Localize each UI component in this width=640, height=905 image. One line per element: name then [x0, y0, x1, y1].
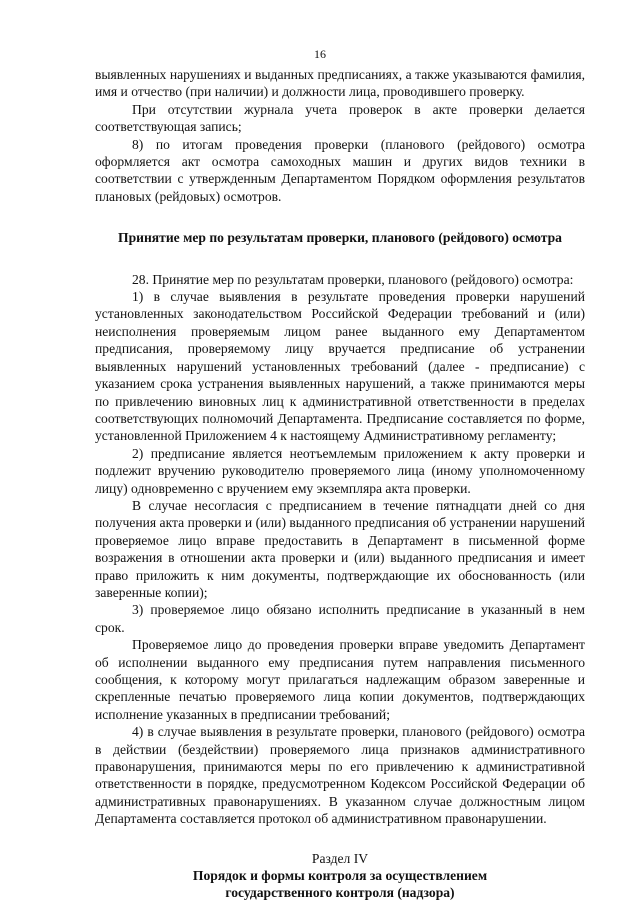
paragraph: Проверяемое лицо до проведения проверки вправе уведомить Департамент об исполнении выданного ему предписания путем направления письменного сообщения, к которому могут прилагаться надлежащим образом заверенные и скрепленные печатью проверяемого лица копии документов, подтверждающих исполнение указанных в предписании требований;: [95, 637, 585, 722]
paragraph: выявленных нарушениях и выданных предписаниях, а также указываются фамилия, имя и отчество (при наличии) и должности лица, проводившего проверку.: [95, 67, 585, 100]
paragraph: При отсутствии журнала учета проверок в акте проверки делается соответствующая запись;: [95, 101, 585, 135]
paragraph: 2) предписание является неотъемлемым приложением к акту проверки и подлежит вручению руководителю проверяемого лица (иному уполномоченному лицу) одновременно с вручением ему экземпляра акта проверки.: [95, 445, 585, 496]
paragraph: 8) по итогам проведения проверки (планового (рейдового) осмотра оформляется акт осмотра самоходных машин и других видов техники в соответствии с утвержденным Департаментом Порядком оформления результатов плановых (рейдовых) осмотров.: [95, 136, 585, 204]
paragraph: В случае несогласия с предписанием в течение пятнадцати дней со дня получения акта проверки и (или) выданного предписания об устранении нарушений проверяемое лицо вправе предоставить в Департамент в письменной форме возражения в отношении акта проверки и (или) выданного предписания и имеет право приложить к ним документы, подтверждающие их обоснованность (или заверенные копии);: [95, 497, 585, 600]
section-title-line-2: государственного контроля (надзора): [225, 885, 455, 901]
paragraph: 3) проверяемое лицо обязано исполнить предписание в указанный в нем срок.: [95, 602, 585, 635]
section-label: Раздел IV: [311, 850, 369, 866]
section-heading: Принятие мер по результатам проверки, планового (рейдового) осмотра: [118, 230, 562, 246]
section-title-line-1: Порядок и формы контроля за осуществлением: [192, 868, 488, 884]
paragraph: 28. Принятие мер по результатам проверки, планового (рейдового) осмотра:: [132, 271, 574, 287]
document-body: [95, 66, 585, 902]
page-number: 16: [314, 47, 326, 61]
paragraph: 4) в случае выявления в результате проверки, планового (рейдового) осмотра в действии (бездействии) проверяемого лица признаков административного правонарушения, принимаются меры по его привлечению к административной ответственности в порядке, предусмотренном Кодексом Российской Федерации об административных правонарушениях. В указанном случае должностным лицом Департамента составляется протокол об административном правонарушении.: [95, 724, 585, 827]
paragraph: 1) в случае выявления в результате проведения проверки нарушений установленных законодательством Российской Федерации требований и (или) неисполнения проверяемым лицом ранее выданного ему Департаментом предписания, проверяемому лицу вручается предписание об устранении выявленных нарушений установленных требований (далее - предписание) с указанием срока устранения выявленных нарушений, а также принимаются меры по привлечению виновных лиц к административной ответственности в пределах соответствующих полномочий Департамента. Предписание составляется по форме, установленной Приложением 4 к настоящему Административному регламенту;: [95, 289, 585, 444]
